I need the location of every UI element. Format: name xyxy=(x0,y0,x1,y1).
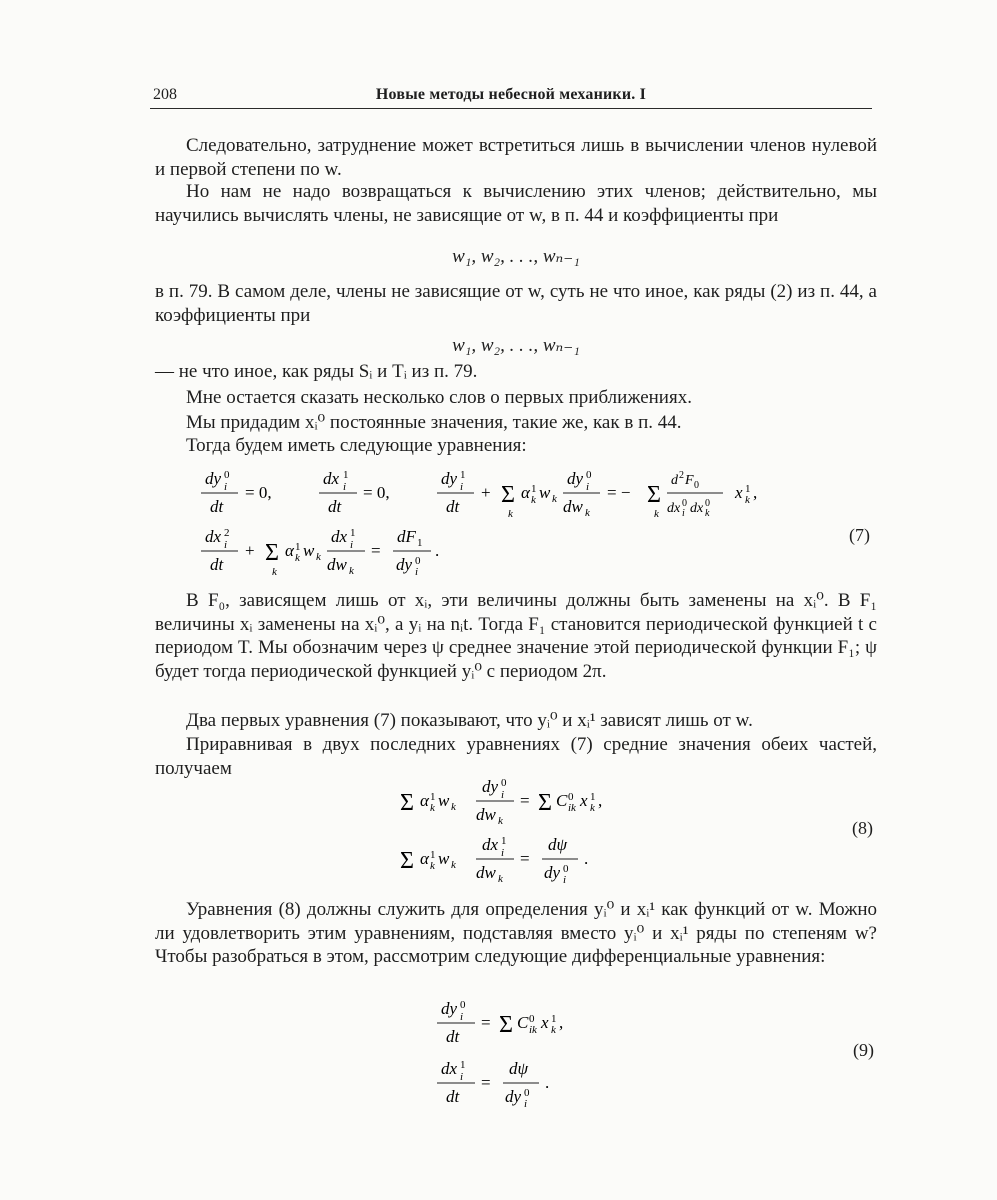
svg-text:dx: dx xyxy=(667,501,681,516)
svg-text:= −: = − xyxy=(607,483,631,502)
svg-text:k: k xyxy=(551,1024,556,1036)
svg-text:=: = xyxy=(481,1073,491,1092)
svg-text:k: k xyxy=(498,815,503,827)
svg-text:k: k xyxy=(349,565,354,577)
running-header xyxy=(150,84,872,109)
svg-text:+: + xyxy=(481,483,491,502)
svg-text:i: i xyxy=(460,1011,464,1023)
svg-text:k: k xyxy=(430,860,435,872)
svg-text:k: k xyxy=(451,801,456,813)
svg-text:0: 0 xyxy=(415,555,421,567)
svg-text:Σ: Σ xyxy=(538,790,552,816)
svg-text:i: i xyxy=(415,566,419,578)
svg-text:0: 0 xyxy=(224,469,230,481)
display-list-1: w₁, w₂, . . ., wₙ₋₁ xyxy=(452,246,580,267)
svg-text:1: 1 xyxy=(417,537,423,549)
equation-8 xyxy=(398,776,658,894)
svg-text:=: = xyxy=(520,791,530,810)
svg-text:dt: dt xyxy=(446,497,460,516)
svg-text:=: = xyxy=(520,849,530,868)
svg-text:2: 2 xyxy=(224,527,230,539)
svg-text:Σ: Σ xyxy=(400,848,414,874)
svg-text:i: i xyxy=(343,481,347,493)
svg-text:dt: dt xyxy=(328,497,342,516)
svg-text:dw: dw xyxy=(476,863,496,882)
svg-text:1: 1 xyxy=(350,527,356,539)
svg-text:0: 0 xyxy=(460,999,466,1011)
svg-text:k: k xyxy=(316,551,321,563)
svg-text:1: 1 xyxy=(590,791,596,803)
svg-text:Σ: Σ xyxy=(501,482,515,508)
svg-text:dx: dx xyxy=(205,527,222,546)
svg-text:=: = xyxy=(481,1013,491,1032)
paragraph-1: Следовательно, затруднение может встретиться лишь в вычислении членов нулевой и первой степени по w. xyxy=(155,135,877,180)
svg-text:k: k xyxy=(430,802,435,814)
svg-text:1: 1 xyxy=(460,1059,466,1071)
svg-text:i: i xyxy=(501,847,505,859)
svg-text:2: 2 xyxy=(679,470,684,481)
svg-text:i: i xyxy=(563,874,567,886)
svg-text:Σ: Σ xyxy=(499,1012,513,1038)
svg-text:dw: dw xyxy=(563,497,583,516)
svg-text:dx: dx xyxy=(331,527,348,546)
svg-text:i: i xyxy=(224,539,228,551)
svg-text:dy: dy xyxy=(505,1087,522,1106)
svg-text:d: d xyxy=(671,473,678,488)
svg-text:dx: dx xyxy=(690,501,704,516)
svg-text:α: α xyxy=(420,791,429,810)
svg-text:dψ: dψ xyxy=(548,835,568,854)
svg-text:1: 1 xyxy=(343,469,349,481)
svg-text:.: . xyxy=(545,1073,550,1092)
svg-text:w: w xyxy=(438,849,450,868)
svg-text:1: 1 xyxy=(501,835,507,847)
svg-text:1: 1 xyxy=(460,469,466,481)
equation-9 xyxy=(433,998,613,1110)
paragraph-6: Мы придадим xᵢ⁰ постоянные значения, такие же, как в п. 44. xyxy=(186,412,682,433)
svg-text:x: x xyxy=(541,1013,549,1032)
svg-text:ik: ik xyxy=(529,1024,537,1036)
svg-text:ik: ik xyxy=(568,802,576,814)
svg-text:k: k xyxy=(590,802,595,814)
svg-text:Σ: Σ xyxy=(265,540,279,566)
paragraph-9: Два первых уравнения (7) показывают, что yᵢ⁰ и xᵢ¹ зависят лишь от w. xyxy=(186,710,753,731)
svg-text:dψ: dψ xyxy=(509,1059,529,1078)
svg-text:1: 1 xyxy=(745,483,751,495)
svg-text:x: x xyxy=(580,791,588,810)
svg-text:i: i xyxy=(460,1071,464,1083)
paragraph-7: Тогда будем иметь следующие уравнения: xyxy=(186,435,527,456)
svg-text:k: k xyxy=(552,493,557,505)
svg-text:= 0,: = 0, xyxy=(363,483,390,502)
svg-text:C: C xyxy=(556,791,568,810)
equation-9-number: (9) xyxy=(853,1040,874,1060)
svg-text:k: k xyxy=(295,552,300,564)
equation-7 xyxy=(195,462,855,584)
svg-text:dt: dt xyxy=(210,497,224,516)
svg-text:i: i xyxy=(224,481,228,493)
svg-text:C: C xyxy=(517,1013,529,1032)
svg-text:k: k xyxy=(531,494,536,506)
svg-text:1: 1 xyxy=(430,791,436,803)
svg-text:0: 0 xyxy=(586,469,592,481)
svg-text:Σ: Σ xyxy=(647,482,661,508)
svg-text:1: 1 xyxy=(551,1013,557,1025)
svg-text:dy: dy xyxy=(396,555,413,574)
svg-text:= 0,: = 0, xyxy=(245,483,272,502)
svg-text:+: + xyxy=(245,541,255,560)
svg-text:0: 0 xyxy=(529,1013,535,1025)
display-list-2: w₁, w₂, . . ., wₙ₋₁ xyxy=(452,335,580,356)
svg-text:1: 1 xyxy=(531,483,537,495)
svg-text:0: 0 xyxy=(694,480,699,491)
svg-text:.: . xyxy=(584,849,589,868)
svg-text:α: α xyxy=(285,541,294,560)
svg-text:1: 1 xyxy=(430,849,436,861)
svg-text:dt: dt xyxy=(446,1027,460,1046)
svg-text:k: k xyxy=(705,508,710,519)
svg-text:=: = xyxy=(371,541,381,560)
svg-text:dt: dt xyxy=(446,1087,460,1106)
equation-8-number: (8) xyxy=(852,818,873,838)
svg-text:α: α xyxy=(521,483,530,502)
svg-text:.: . xyxy=(435,541,440,560)
svg-text:w: w xyxy=(438,791,450,810)
page-number: 208 xyxy=(153,86,177,103)
svg-text:0: 0 xyxy=(501,777,507,789)
svg-text:dx: dx xyxy=(323,469,340,488)
svg-text:k: k xyxy=(498,873,503,885)
svg-text:F: F xyxy=(685,473,694,488)
svg-text:w: w xyxy=(303,541,315,560)
running-title: Новые методы небесной механики. I xyxy=(375,86,647,103)
svg-text:i: i xyxy=(682,508,685,519)
svg-text:k: k xyxy=(654,508,659,520)
svg-text:i: i xyxy=(501,789,505,801)
svg-text:,: , xyxy=(559,1013,564,1032)
svg-text:i: i xyxy=(586,481,590,493)
svg-text:0: 0 xyxy=(568,791,574,803)
svg-text:0: 0 xyxy=(524,1087,530,1099)
svg-text:,: , xyxy=(753,483,758,502)
svg-text:dy: dy xyxy=(441,999,458,1018)
svg-text:dt: dt xyxy=(210,555,224,574)
svg-text:k: k xyxy=(745,494,750,506)
paragraph-3: в п. 79. В самом деле, члены не зависящие от w, суть не что иное, как ряды (2) из п. 44, а коэффициенты при xyxy=(155,281,877,326)
svg-text:i: i xyxy=(350,539,354,551)
svg-text:dF: dF xyxy=(397,527,416,546)
svg-text:0: 0 xyxy=(682,498,687,509)
svg-text:k: k xyxy=(508,508,513,520)
svg-text:dy: dy xyxy=(482,777,499,796)
svg-text:dy: dy xyxy=(441,469,458,488)
svg-text:k: k xyxy=(272,566,277,578)
svg-text:0: 0 xyxy=(563,863,569,875)
svg-text:i: i xyxy=(460,481,464,493)
svg-text:k: k xyxy=(451,859,456,871)
svg-text:dy: dy xyxy=(544,863,561,882)
svg-text:i: i xyxy=(524,1098,528,1110)
paragraph-8: В F₀, зависящем лишь от xᵢ, эти величины должны быть заменены на xᵢ⁰. В F₁ величины xᵢ заменены на xᵢ⁰, а yᵢ на nᵢt. Тогда F₁ становится периодической функцией t с периодом T. Мы обозначим через ψ среднее значение этой периодической функции F₁; ψ будет тогда периодической функцией yᵢ⁰ с периодом 2π. xyxy=(155,590,877,682)
svg-text:dx: dx xyxy=(482,835,499,854)
svg-text:0: 0 xyxy=(705,498,710,509)
svg-text:dy: dy xyxy=(205,469,222,488)
svg-text:dw: dw xyxy=(327,555,347,574)
svg-text:,: , xyxy=(598,791,603,810)
svg-text:w: w xyxy=(539,483,551,502)
paragraph-2: Но нам не надо возвращаться к вычислению этих членов; действительно, мы научились вычислять члены, не зависящие от w, в п. 44 и коэффициенты при xyxy=(155,181,877,226)
svg-text:dy: dy xyxy=(567,469,584,488)
paragraph-11: Уравнения (8) должны служить для определения yᵢ⁰ и xᵢ¹ как функций от w. Можно ли удовлетворить этим уравнениям, подставляя вместо yᵢ⁰ и xᵢ¹ ряды по степеням w? Чтобы разобраться в этом, рассмотрим следующие дифференциальные уравнения: xyxy=(155,899,877,967)
svg-text:x: x xyxy=(735,483,743,502)
svg-text:α: α xyxy=(420,849,429,868)
svg-text:dw: dw xyxy=(476,805,496,824)
svg-text:k: k xyxy=(585,507,590,519)
svg-text:dx: dx xyxy=(441,1059,458,1078)
svg-text:Σ: Σ xyxy=(400,790,414,816)
equation-7-number: (7) xyxy=(849,525,870,545)
paragraph-10: Приравнивая в двух последних уравнениях (7) средние значения обеих частей, получаем xyxy=(155,734,877,779)
paragraph-4: — не что иное, как ряды Sᵢ и Tᵢ из п. 79. xyxy=(155,361,478,382)
svg-text:1: 1 xyxy=(295,541,301,553)
paragraph-5: Мне остается сказать несколько слов о первых приближениях. xyxy=(186,387,692,408)
